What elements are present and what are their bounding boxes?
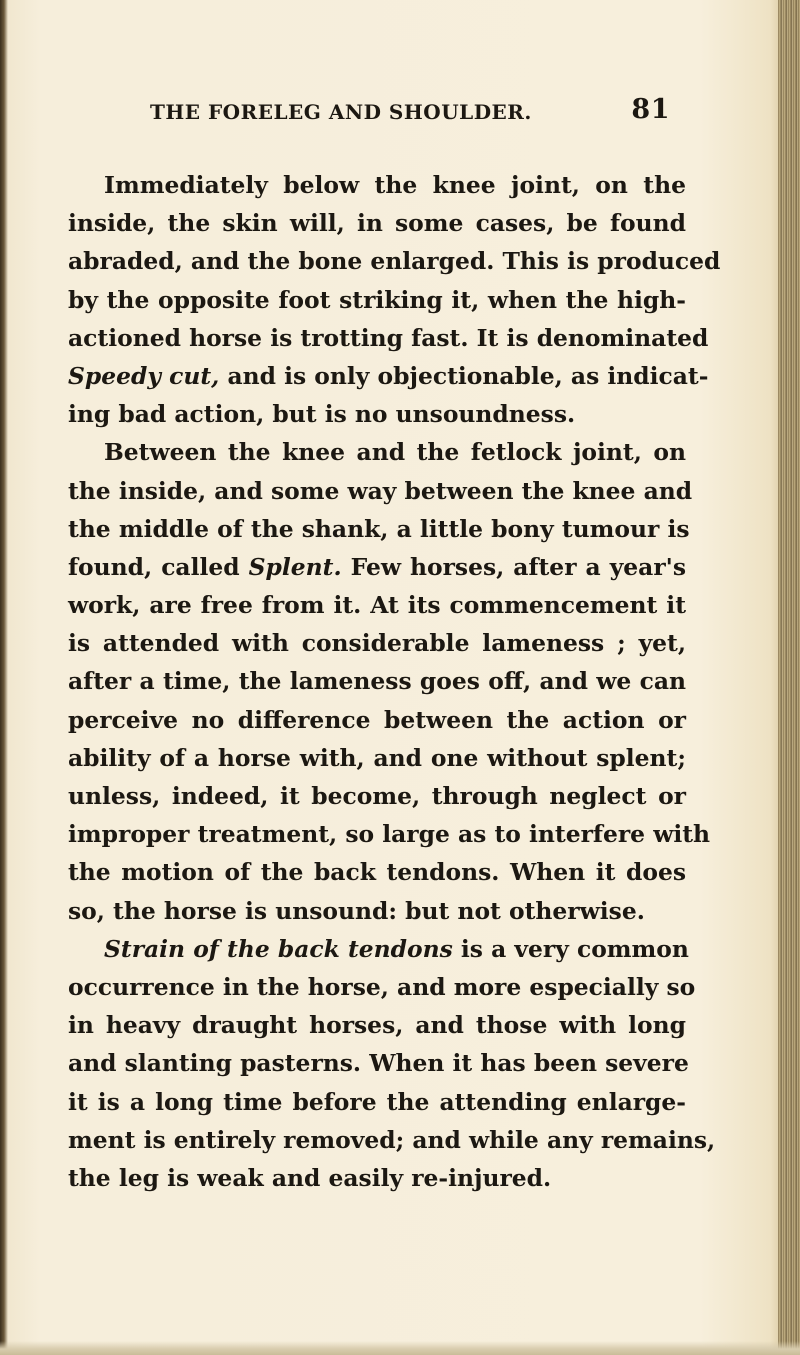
text-line: the motion of the back tendons. When it does <box>68 858 686 887</box>
page-bottom-edge <box>0 1341 800 1355</box>
page-fore-edge <box>778 0 800 1355</box>
text-line: and slanting pasterns. When it has been severe <box>68 1049 689 1078</box>
text-line: the inside, and some way between the knee and <box>68 476 693 505</box>
text-span: is a very common <box>452 934 689 963</box>
text-line: so, the horse is unsound: but not otherwise. <box>68 896 645 925</box>
text-line <box>68 548 686 586</box>
text-line: improper treatment, so large as to interfere with <box>68 820 711 849</box>
page-number: 81 <box>631 94 670 125</box>
italic-term-strain-of-back-tendons: Strain of the back tendons <box>104 934 453 963</box>
text-line: is attended with considerable lameness ; yet, <box>68 629 686 658</box>
text-line: work, are free from it. At its commencement it <box>68 591 686 620</box>
text-line: in heavy draught horses, and those with long <box>68 1011 686 1040</box>
text-line <box>68 930 689 968</box>
text-line: inside, the skin will, in some cases, be found <box>68 209 686 238</box>
text-line: by the opposite foot striking it, when the high- <box>68 285 686 314</box>
text-line: Immediately below the knee joint, on the <box>104 171 686 199</box>
text-span: Few horses, after a year's <box>341 552 686 581</box>
text-line: it is a long time before the attending enlarge- <box>68 1087 686 1116</box>
text-span: and is only objectionable, as indicat- <box>219 361 709 390</box>
running-title: THE FORELEG AND SHOULDER. <box>150 100 532 124</box>
text-line: ability of a horse with, and one without splent; <box>68 743 686 772</box>
page-gutter-shadow <box>0 0 8 1355</box>
text-line: occurrence in the horse, and more especially so <box>68 972 696 1001</box>
text-line: unless, indeed, it become, through neglect or <box>68 782 686 810</box>
text-line: the leg is weak and easily re-injured. <box>68 1163 552 1192</box>
text-line: actioned horse is trotting fast. It is denominated <box>68 323 709 352</box>
text-span: found, called <box>68 552 249 581</box>
text-line: the middle of the shank, a little bony tumour is <box>68 514 690 543</box>
italic-term-splent: Splent. <box>248 552 342 581</box>
italic-term-speedy-cut: Speedy cut, <box>68 361 220 390</box>
running-head <box>150 94 670 140</box>
text-line: ment is entirely removed; and while any remains, <box>68 1125 716 1154</box>
text-line: after a time, the lameness goes off, and we can <box>68 667 686 696</box>
text-line: ing bad action, but is no unsoundness. <box>68 400 576 429</box>
text-line <box>68 357 709 395</box>
text-line: abraded, and the bone enlarged. This is produced <box>68 247 721 276</box>
text-line: Between the knee and the fetlock joint, on <box>104 438 686 467</box>
body-text <box>68 166 721 1197</box>
text-line: perceive no difference between the action or <box>68 705 686 734</box>
